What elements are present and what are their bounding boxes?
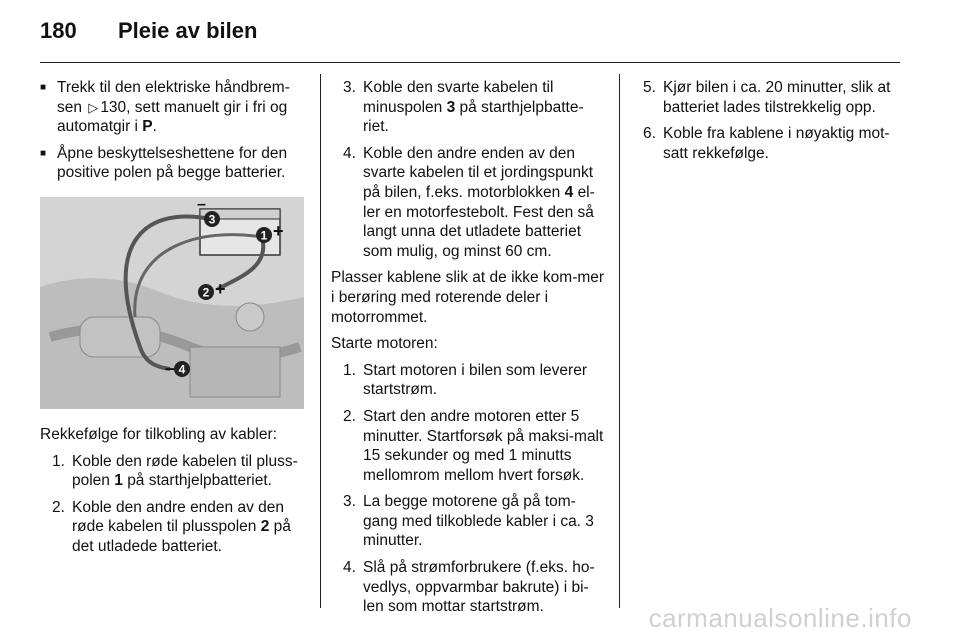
start-step-3 — [331, 492, 607, 551]
plus-sign: + — [215, 278, 226, 299]
step-1 — [40, 452, 310, 491]
step-text: Kjør bilen i ca. 20 minutter, slik at batteriet lades tilstrekkelig opp. — [663, 79, 891, 116]
step-number: 2. — [343, 407, 356, 425]
callout-1-label: 1 — [260, 228, 268, 243]
start-step-2 — [331, 407, 607, 485]
step-text: Koble den svarte kabelen til minuspolen — [363, 79, 554, 116]
jump-start-illustration — [40, 197, 304, 409]
step-number: 3. — [343, 493, 356, 511]
column-1 — [40, 78, 310, 564]
step-text: Koble fra kablene i nøyaktig mot-satt rekkefølge. — [663, 125, 890, 162]
start-step-4 — [331, 558, 607, 617]
step-text: Koble den andre enden av den svarte kabelen til et jordingspunkt på bilen, f.eks. motorblokken — [363, 144, 594, 201]
step-number: 3. — [343, 79, 356, 96]
callout-4-label: 4 — [178, 362, 186, 377]
reference-triangle-icon[interactable]: ▷ — [88, 99, 99, 115]
cable-placement-note: Plasser kablene slik at de ikke kom-mer i berøring med roterende deler i motorrommet. — [331, 269, 605, 326]
punctuation: . — [152, 118, 157, 136]
step-number: 1. — [343, 361, 356, 379]
step-number: 5. — [643, 79, 656, 96]
step-text: Start den andre motoren etter 5 minutter. Startforsøk på maksi-malt 15 sekunder og med 1 minutts mellomrom mellom hvert forsøk. — [363, 407, 604, 484]
bullet-text: Trekk til den elektriske håndbrem-sen — [57, 79, 290, 116]
step-4 — [331, 144, 607, 262]
step-text: Start motoren i bilen som leverer startstrøm. — [363, 361, 587, 399]
start-step-6 — [631, 124, 901, 163]
step-text: på det utladede batteriet. — [72, 518, 291, 555]
sequence-intro: Rekkefølge for tilkobling av kabler: — [40, 425, 277, 443]
bullet-text: 130, sett manuelt gir i fri og automatgir i — [57, 98, 288, 136]
step-text: på starthjelpbatteriet. — [127, 472, 272, 490]
minus-sign: – — [197, 196, 206, 213]
gear-letter: P — [142, 118, 153, 136]
step-number: 4. — [343, 559, 356, 577]
step-3 — [331, 78, 607, 137]
start-step-1 — [331, 361, 607, 400]
bullet-item — [40, 78, 310, 137]
pole-number: 4 — [564, 183, 574, 201]
bullet-item — [40, 144, 310, 183]
step-2 — [40, 498, 310, 557]
step-number: 6. — [643, 125, 656, 143]
step-text: på starthjelpbatte-riet. — [363, 98, 584, 136]
step-number: 1. — [52, 452, 65, 470]
column-divider-2 — [619, 74, 620, 608]
page-title: Pleie av bilen — [118, 18, 258, 43]
step-number: 4. — [343, 144, 356, 162]
engine-bay-drawing — [40, 197, 304, 409]
start-engine-heading: Starte motoren: — [331, 335, 438, 353]
column-2 — [331, 78, 607, 624]
watermark: carmanualsonline.info — [648, 603, 912, 633]
pole-number: 1 — [114, 472, 123, 490]
step-number: 2. — [52, 498, 65, 516]
page-number: 180 — [40, 18, 77, 43]
step-text: Koble den røde kabelen til pluss-polen — [72, 452, 298, 490]
step-text: Slå på strømforbrukere (f.eks. ho-vedlys, oppvarmbar bakrute) i bi-len som mottar startstrøm. — [363, 559, 595, 616]
column-3 — [631, 78, 901, 170]
header-rule — [40, 62, 900, 63]
step-text: Koble den andre enden av den røde kabelen til plusspolen — [72, 498, 285, 536]
callout-3-label: 3 — [208, 212, 216, 227]
pole-number: 3 — [446, 98, 456, 116]
minus-sign: – — [165, 357, 176, 378]
step-text: La begge motorene gå på tom-gang med tilkoblede kabler i ca. 3 minutter. — [363, 493, 594, 550]
pole-number: 2 — [260, 518, 270, 536]
step-text: el-ler en motorfestebolt. Fest den så langt unna det utladete batteriet som mulig, og minst 60 cm. — [363, 183, 595, 260]
column-divider-1 — [320, 74, 321, 608]
plus-sign: + — [273, 220, 284, 241]
start-step-5 — [631, 78, 901, 117]
bullet-text: Åpne beskyttelseshettene for den positive polen på begge batterier. — [57, 144, 288, 182]
callout-2-label: 2 — [202, 285, 210, 300]
